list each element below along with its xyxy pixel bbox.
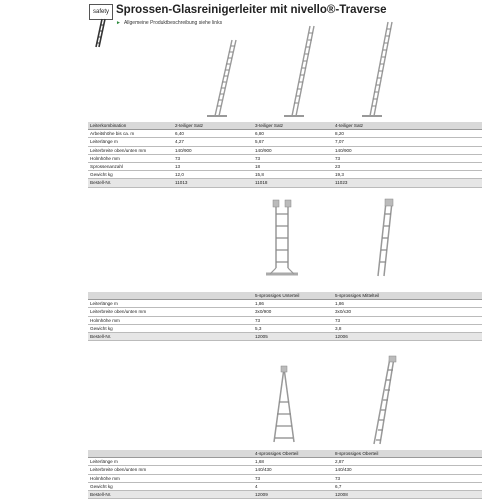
table-cell: 1,86 (333, 300, 482, 308)
table-cell: 2,87 (333, 458, 482, 466)
table-row (88, 333, 482, 341)
column-header: 4-sprossiges Oberteil (253, 450, 333, 458)
combination-spec-table (88, 122, 482, 188)
table-cell: 3,8 (333, 324, 482, 332)
table-row (88, 154, 482, 162)
table-row (88, 146, 482, 154)
table-cell: 18 (253, 163, 333, 171)
table-row (88, 171, 482, 179)
table-cell: 11023 (333, 179, 482, 187)
table-cell: 140/430 (333, 466, 482, 474)
table-cell: 6,40 (173, 130, 253, 138)
table-cell: 12008 (333, 491, 482, 499)
table-cell: 12009 (253, 491, 333, 499)
table-cell: 73 (333, 316, 482, 324)
table-cell: 73 (253, 154, 333, 162)
table-cell: 140/430 (253, 466, 333, 474)
page-title: Sprossen-Glasreinigerleiter mit nivello®-Traverse (116, 4, 387, 16)
ladder-image-2-part (205, 40, 245, 118)
top-section-spec-table (88, 450, 482, 499)
table-cell: 140/900 (253, 146, 333, 154)
column-header: 5-sprossiges Mittelteil (333, 292, 482, 300)
table-cell: 73 (253, 474, 333, 482)
row-label: Leiterbreite oben/unten mm (88, 308, 253, 316)
table-row (88, 163, 482, 171)
row-label: Leiterlänge m (88, 300, 253, 308)
table-cell: 12,0 (173, 171, 253, 179)
table-cell: 12005 (253, 333, 333, 341)
table-cell: 5,3 (253, 324, 333, 332)
table-row (88, 474, 482, 482)
ladder-image-4-rung-top (264, 366, 304, 444)
table-cell: 4,27 (173, 138, 253, 146)
table-header-row (88, 450, 482, 458)
table-row (88, 300, 482, 308)
row-label: Arbeitshöhe bis ca. m (88, 130, 173, 138)
table-cell: 7,07 (333, 138, 482, 146)
row-label: Gewicht kg (88, 171, 173, 179)
table-cell: 4 (253, 482, 333, 490)
table-row (88, 179, 482, 187)
row-label: Leiterbreite oben/unten mm (88, 146, 173, 154)
row-label: Holmhöhe mm (88, 316, 253, 324)
base-middle-spec-table (88, 292, 482, 341)
row-label: Holmhöhe mm (88, 474, 253, 482)
table-cell: 6,7 (333, 482, 482, 490)
table-row (88, 491, 482, 499)
table-cell: 73 (173, 154, 253, 162)
column-header (88, 450, 253, 458)
column-header: 8-sprossiges Oberteil (333, 450, 482, 458)
table-cell: 11018 (253, 179, 333, 187)
ladder-image-4-part (360, 22, 400, 118)
table-row (88, 466, 482, 474)
column-header (88, 292, 253, 300)
table-cell: 3x0/900 (253, 308, 333, 316)
ladder-image-8-rung-top (360, 356, 400, 446)
row-label: Bestell-Nr. (88, 179, 173, 187)
ladder-image-3-part (282, 26, 322, 118)
table-row (88, 308, 482, 316)
column-header: 5-sprossiges Unterteil (253, 292, 333, 300)
table-cell: 12006 (333, 333, 482, 341)
table-cell: 140/900 (333, 146, 482, 154)
table-row (88, 316, 482, 324)
arrow-bullet-icon: ► (116, 20, 121, 26)
table-cell: 11013 (173, 179, 253, 187)
table-cell: 73 (253, 316, 333, 324)
row-label: Holmhöhe mm (88, 154, 173, 162)
ladder-image-5-rung-middle (360, 198, 400, 280)
table-cell: 1,86 (253, 300, 333, 308)
product-description-note (116, 20, 222, 26)
row-label: Gewicht kg (88, 482, 253, 490)
table-header-row (88, 292, 482, 300)
table-cell: 73 (333, 154, 482, 162)
table-row (88, 482, 482, 490)
table-row (88, 324, 482, 332)
product-description-text: Allgemeine Produktbeschreibung siehe links (123, 20, 223, 26)
table-cell: 73 (333, 474, 482, 482)
column-header: 3-teiliger Satz (253, 122, 333, 130)
table-row (88, 458, 482, 466)
table-cell: 15,8 (253, 171, 333, 179)
row-label: Bestell-Nr. (88, 491, 253, 499)
ladder-logo-icon (93, 18, 107, 48)
table-row (88, 138, 482, 146)
row-label: Leiterbreite oben/unten mm (88, 466, 253, 474)
table-cell: 6,80 (253, 130, 333, 138)
row-label: Gewicht kg (88, 324, 253, 332)
logo-text: safety (92, 9, 109, 15)
table-cell: 3x0/x30 (333, 308, 482, 316)
table-header-row (88, 122, 482, 130)
table-cell: 23 (333, 163, 482, 171)
column-header: 4-teiliger Satz (333, 122, 482, 130)
ladder-image-5-rung-base (262, 198, 302, 280)
row-label: Leiterlänge m (88, 138, 173, 146)
table-cell: 1,68 (253, 458, 333, 466)
row-label: Sprossenanzahl (88, 163, 173, 171)
table-row (88, 130, 482, 138)
row-label: Bestell-Nr. (88, 333, 253, 341)
table-cell: 5,67 (253, 138, 333, 146)
table-cell: 8,20 (333, 130, 482, 138)
table-cell: 13 (173, 163, 253, 171)
column-header: 2-teiliger Satz (173, 122, 253, 130)
row-label: Leiterlänge m (88, 458, 253, 466)
table-cell: 140/900 (173, 146, 253, 154)
column-header: Leiterkombination (88, 122, 173, 130)
table-cell: 19,3 (333, 171, 482, 179)
